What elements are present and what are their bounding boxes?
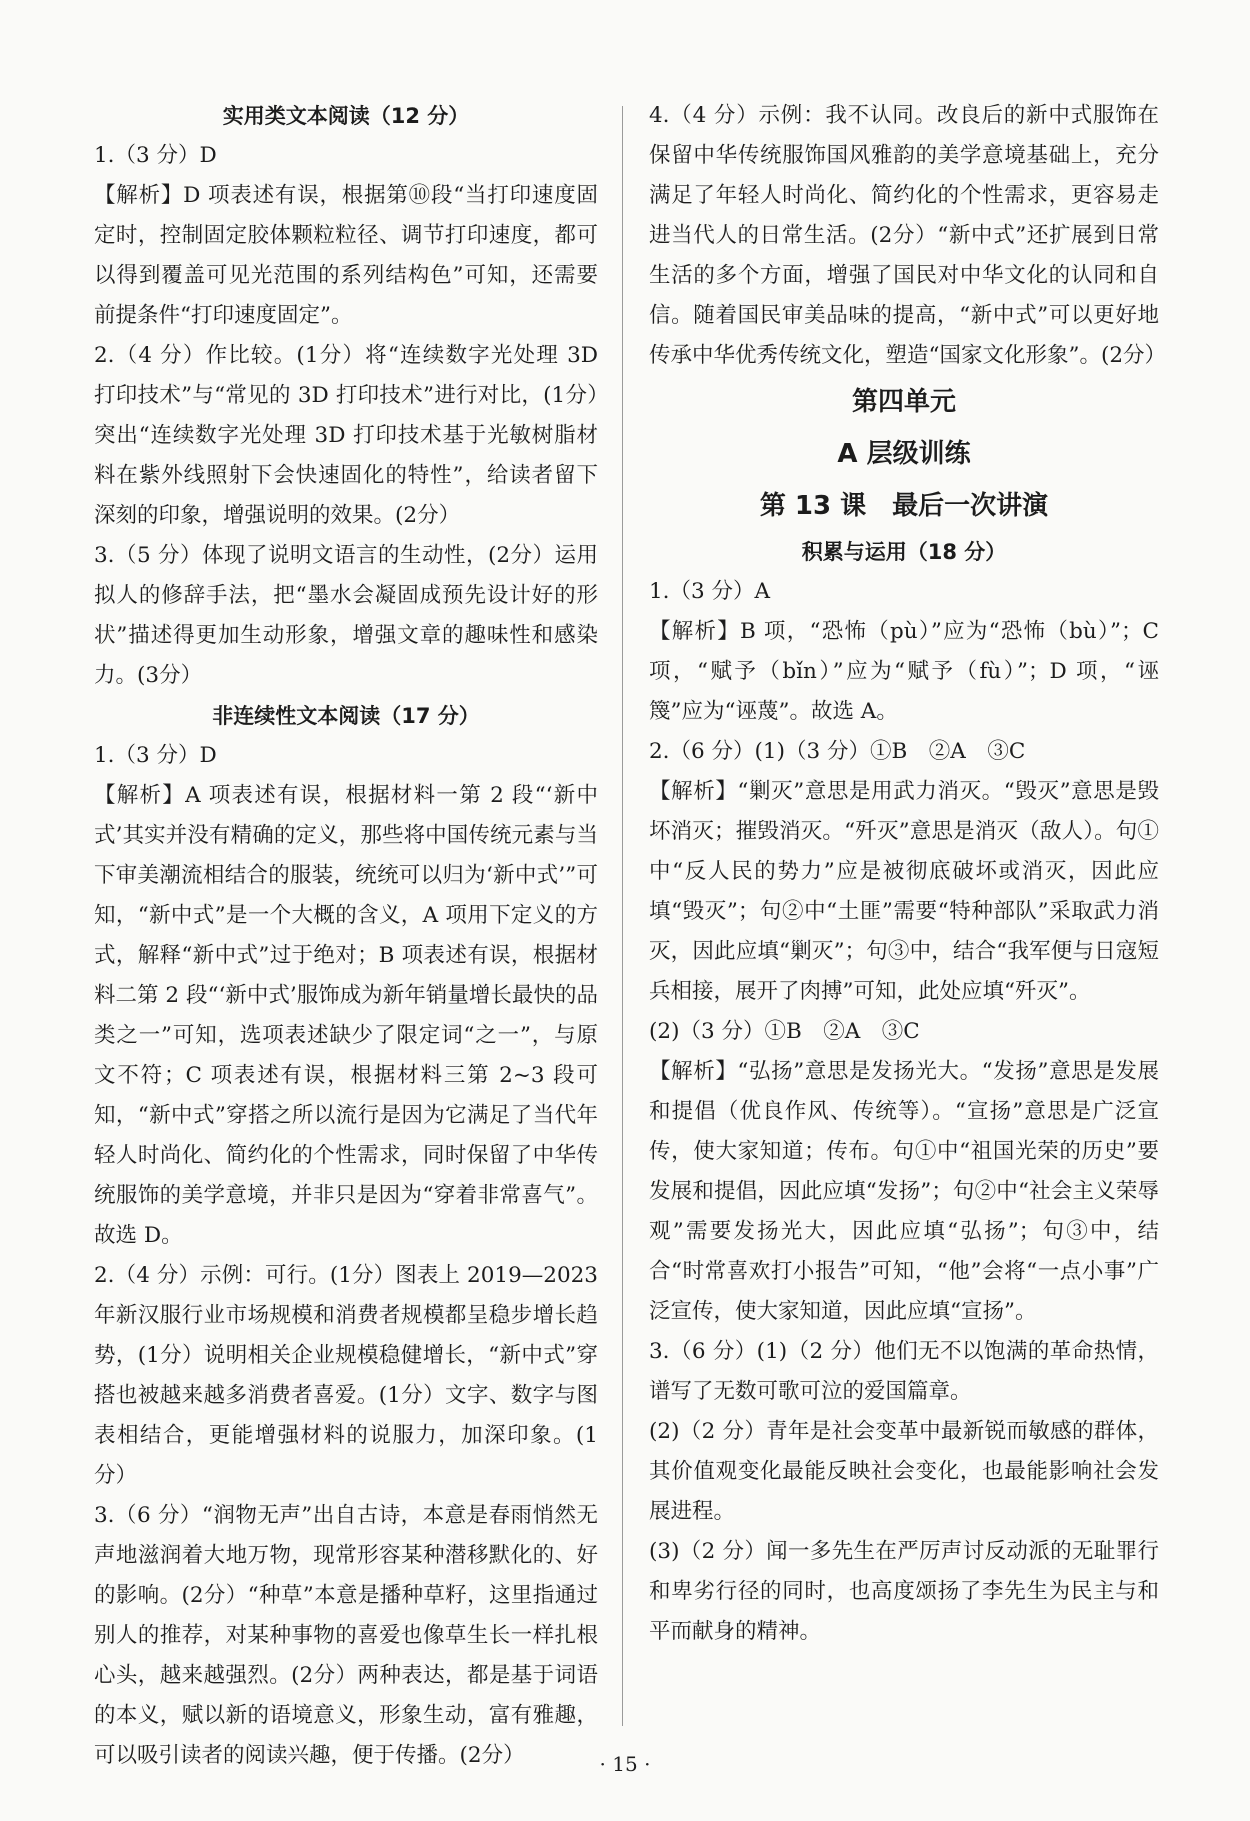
answer-1b: 1.（3 分）D [94,743,217,768]
lesson-analysis-2b: 【解析】“弘扬”意思是发扬光大。“发扬”意思是发展和提倡（优良作风、传统等）。“宣扬”意思是广泛宣传，使大家知道；传布。句①中“祖国光荣的历史”要发展和提倡，因此应填“发扬”；句②中“社会主义荣辱观”需要发扬光大，因此应填“弘扬”；句③中，结合“时常喜欢打小报告”可知，“他”会将“一点小事”广泛宣传，使大家知道，因此应填“宣扬”。 [649,1059,1159,1324]
lesson-answer-3: 3.（6 分）(1)（2 分）他们无不以饱满的革命热情，谱写了无数可歌可泣的爱国篇章。 [649,1339,1159,1404]
left-column [94,96,598,1776]
lesson-analysis-1: 【解析】B 项，“恐怖（pù）”应为“恐怖（bù）”；C 项，“赋予（bǐn）”应为“赋予（fù）”；D 项，“诬篾”应为“诬蔑”。故选 A。 [649,619,1159,724]
lesson-answer-3b: (2)（2 分）青年是社会变革中最新锐而敏感的群体，其价值观变化最能反映社会变化，也最能影响社会发展进程。 [649,1419,1159,1524]
section-title-practical-reading: 实用类文本阅读（12 分） [222,104,470,128]
column-divider [622,106,623,1726]
answer-4: 4.（4 分）示例：我不认同。改良后的新中式服饰在保留中华传统服饰国风雅韵的美学意境基础上，充分满足了年轻人时尚化、简约化的个性需求，更容易走进当代人的日常生活。(2分）“新中式”还扩展到日常生活的多个方面，增强了国民对中华文化的认同和自信。随着国民审美品味的提高，“新中式”可以更好地传承中华优秀传统文化，塑造“国家文化形象”。(2分） [649,103,1167,368]
page-number: · 15 · [599,1752,651,1776]
answer-3: 3.（5 分）体现了说明文语言的生动性，(2分）运用拟人的修辞手法，把“墨水会凝固成预先设计好的形状”描述得更加生动形象，增强文章的趣味性和感染力。(3分） [94,543,598,688]
analysis-1: 【解析】D 项表述有误，根据第⑩段“当打印速度固定时，控制固定胶体颗粒粒径、调节打印速度，都可以得到覆盖可见光范围的系列结构色”可知，还需要前提条件“打印速度固定”。 [94,183,598,328]
lesson-answer-2: 2.（6 分）(1)（3 分）①B ②A ③C [649,739,1026,764]
answer-2: 2.（4 分）作比较。(1分）将“连续数字光处理 3D 打印技术”与“常见的 3D 打印技术”进行对比，(1分）突出“连续数字光处理 3D 打印技术基于光敏树脂材料在紫外线照射下会快速固化的特性”，给读者留下深刻的印象，增强说明的效果。(2分） [94,343,598,528]
unit-title: 第四单元 [851,387,956,417]
answer-3b: 3.（6 分）“润物无声”出自古诗，本意是春雨悄然无声地滋润着大地万物，现常形容某种潜移默化的、好的影响。(2分）“种草”本意是播种草籽，这里指通过别人的推荐，对某种事物的喜爱也像草生长一样扎根心头，越来越强烈。(2分）两种表达，都是基于词语的本义，赋以新的语境意义，形象生动，富有雅趣，可以吸引读者的阅读兴趣，便于传播。(2分） [94,1503,598,1768]
lesson-answer-2b: (2)（3 分）①B ②A ③C [649,1019,920,1044]
analysis-1b: 【解析】A 项表述有误，根据材料一第 2 段“‘新中式’其实并没有精确的定义，那些将中国传统元素与当下审美潮流相结合的服装，统统可以归为‘新中式’”可知，“新中式”是一个大概的含义，A 项用下定义的方式，解释“新中式”过于绝对；B 项表述有误，根据材料二第 2 段“‘新中式’服饰成为新年销量增长最快的品类之一”可知，选项表述缺少了限定词“之一”，与原文不符；C 项表述有误，根据材料三第 2~3 段可知，“新中式”穿搭之所以流行是因为它满足了当代年轻人时尚化、简约化的个性需求，同时保留了中华传统服饰的美学意境，并非只是因为“穿着非常喜气”。故选 D。 [94,783,598,1248]
lesson-answer-1: 1.（3 分）A [649,579,771,604]
answer-2b: 2.（4 分）示例：可行。(1分）图表上 2019—2023 年新汉服行业市场规模和消费者规模都呈稳步增长趋势，(1分）说明相关企业规模稳健增长，“新中式”穿搭也被越来越多消费者喜爱。(1分）文字、数字与图表相结合，更能增强材料的说服力，加深印象。(1分） [94,1263,598,1488]
right-column [649,96,1167,1652]
section-title-noncontinuous-reading: 非连续性文本阅读（17 分） [212,704,480,728]
lesson-answer-3c: (3)（2 分）闻一多先生在严厉声讨反动派的无耻罪行和卑劣行径的同时，也高度颂扬了李先生为民主与和平而献身的精神。 [649,1539,1159,1644]
lesson-analysis-2: 【解析】“剿灭”意思是用武力消灭。“毁灭”意思是毁坏消灭；摧毁消灭。“歼灭”意思是消灭（敌人）。句①中“反人民的势力”应是被彻底破坏或消灭，因此应填“毁灭”；句②中“土匪”需要“特种部队”采取武力消灭，因此应填“剿灭”；句③中，结合“我军便与日寇短兵相接，展开了肉搏”可知，此处应填“歼灭”。 [649,779,1159,1004]
lesson-title: 第 13 课 最后一次讲演 [759,491,1049,521]
section-title-accumulation: 积累与运用（18 分） [801,540,1007,564]
level-title: A 层级训练 [837,439,971,469]
answer-1: 1.（3 分）D [94,143,217,168]
